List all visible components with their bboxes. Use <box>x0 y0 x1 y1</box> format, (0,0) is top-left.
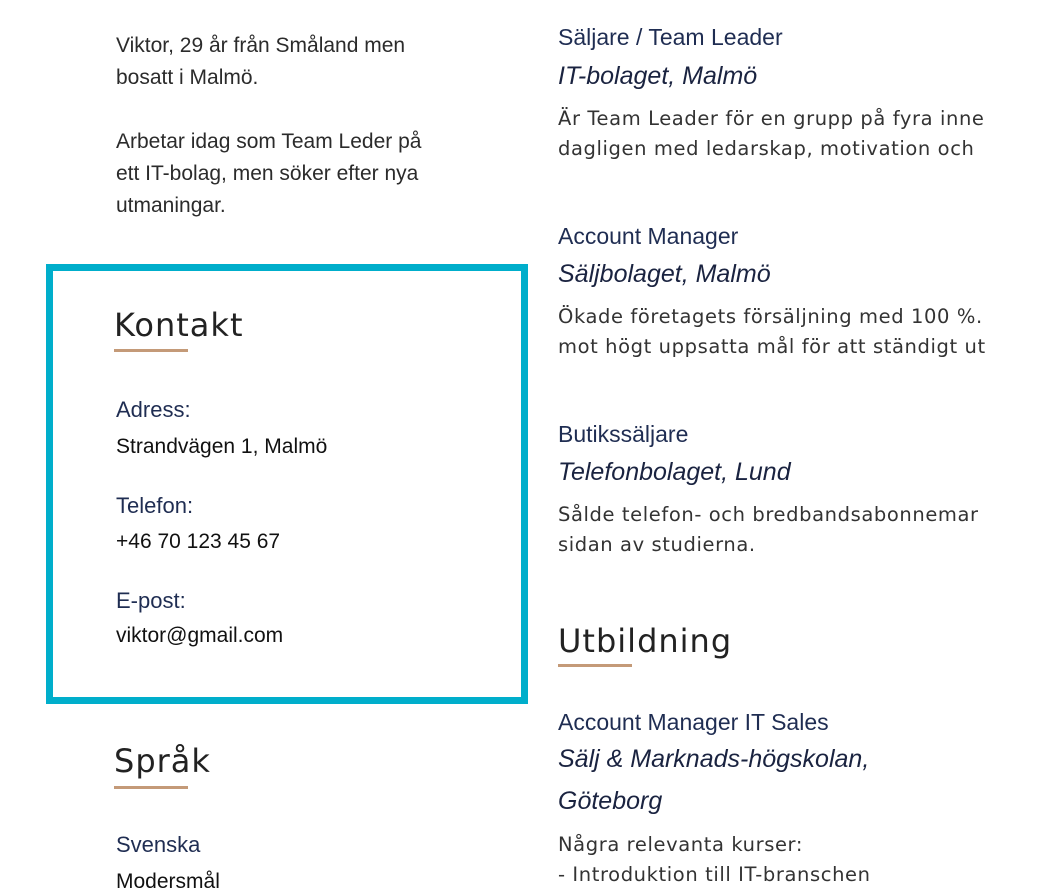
education-school: Sälj & Marknads-högskolan, <box>558 745 870 773</box>
job-desc-line: Sålde telefon- och bredbandsabonnemar <box>558 503 979 526</box>
contact-title-underline <box>114 349 188 352</box>
job-title: Butikssäljare <box>558 421 689 447</box>
job-title: Account Manager <box>558 223 739 249</box>
phone-value: +46 70 123 45 67 <box>116 530 281 553</box>
job-desc-line: sidan av studierna. <box>558 533 756 556</box>
email-value[interactable]: viktor@gmail.com <box>116 624 284 647</box>
language-item-value: Modersmål <box>116 870 220 893</box>
education-program: Account Manager IT Sales <box>558 709 829 735</box>
job-description <box>558 500 979 560</box>
job-desc-line: dagligen med ledarskap, motivation och <box>558 137 975 160</box>
job-description <box>558 104 985 164</box>
job-description <box>558 302 986 362</box>
job-company: Telefonbolaget, Lund <box>558 458 791 486</box>
education-title: Utbildning <box>558 622 733 660</box>
languages-title-underline <box>114 786 188 789</box>
languages-title: Språk <box>114 742 211 780</box>
intro-line: ett IT-bolag, men söker efter nya <box>116 162 419 185</box>
education-desc-line: Några relevanta kurser: <box>558 833 803 856</box>
language-item-label: Svenska <box>116 832 201 857</box>
job-desc-line: Är Team Leader för en grupp på fyra inne <box>558 107 985 130</box>
email-label: E-post: <box>116 588 186 613</box>
contact-title: Kontakt <box>114 306 244 344</box>
intro-line: bosatt i Malmö. <box>116 66 259 89</box>
intro-text <box>116 30 476 222</box>
phone-label: Telefon: <box>116 493 194 518</box>
job-company: IT-bolaget, Malmö <box>558 62 758 90</box>
address-value: Strandvägen 1, Malmö <box>116 435 328 458</box>
job-company: Säljbolaget, Malmö <box>558 260 771 288</box>
education-school-city: Göteborg <box>558 787 663 815</box>
intro-line: Arbetar idag som Team Leder på <box>116 130 422 153</box>
education-description <box>558 830 871 890</box>
address-label: Adress: <box>116 397 191 422</box>
job-title: Säljare / Team Leader <box>558 24 783 50</box>
intro-line: utmaningar. <box>116 194 226 217</box>
education-desc-line: - Introduktion till IT-branschen <box>558 863 871 886</box>
job-desc-line: Ökade företagets försäljning med 100 %. <box>558 305 983 328</box>
job-desc-line: mot högt uppsatta mål för att ständigt ut <box>558 335 986 358</box>
education-title-underline <box>558 664 632 667</box>
intro-line: Viktor, 29 år från Småland men <box>116 34 406 57</box>
